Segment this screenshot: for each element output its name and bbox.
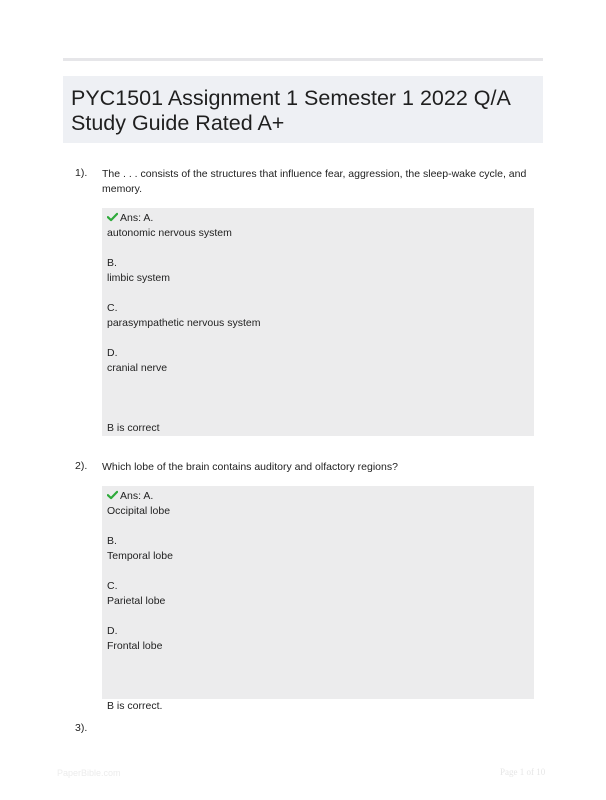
option-a-text: autonomic nervous system <box>107 227 232 239</box>
option-a-text: Occipital lobe <box>107 505 171 517</box>
check-icon <box>107 212 118 222</box>
answer-box <box>102 486 534 712</box>
top-divider <box>63 58 543 61</box>
option-c-text: parasympathetic nervous system <box>107 317 261 329</box>
question-number: 2). <box>75 460 88 472</box>
question-number: 3). <box>75 722 88 734</box>
option-c-label: C. <box>107 580 118 592</box>
answer-box <box>102 208 534 436</box>
page-title: PYC1501 Assignment 1 Semester 1 2022 Q/A Study Guide Rated A+ <box>71 86 510 135</box>
option-c-text: Parietal lobe <box>107 595 166 607</box>
correct-answer-note: B is correct <box>107 422 160 434</box>
option-d-text: cranial nerve <box>107 362 168 374</box>
option-b-text: Temporal lobe <box>107 550 173 562</box>
page-number: Page 1 of 10 <box>500 767 546 777</box>
option-d-label: D. <box>107 625 118 637</box>
question-number: 1). <box>75 167 88 179</box>
option-b-text: limbic system <box>107 272 171 284</box>
question-text: The . . . consists of the structures that influence fear, aggression, the sleep-wake cycle, and memory. <box>102 168 527 195</box>
title-banner <box>63 76 543 143</box>
answer-label: Ans: A. <box>120 212 154 224</box>
option-b-label: B. <box>107 535 117 547</box>
check-icon <box>107 490 118 500</box>
answer-label: Ans: A. <box>120 490 154 502</box>
option-b-label: B. <box>107 257 117 269</box>
option-d-label: D. <box>107 347 118 359</box>
question-text: Which lobe of the brain contains auditory and olfactory regions? <box>102 461 398 473</box>
option-c-label: C. <box>107 302 118 314</box>
correct-answer-note: B is correct. <box>107 700 163 712</box>
option-d-text: Frontal lobe <box>107 640 163 652</box>
footer-watermark: PaperBible.com <box>57 768 121 778</box>
